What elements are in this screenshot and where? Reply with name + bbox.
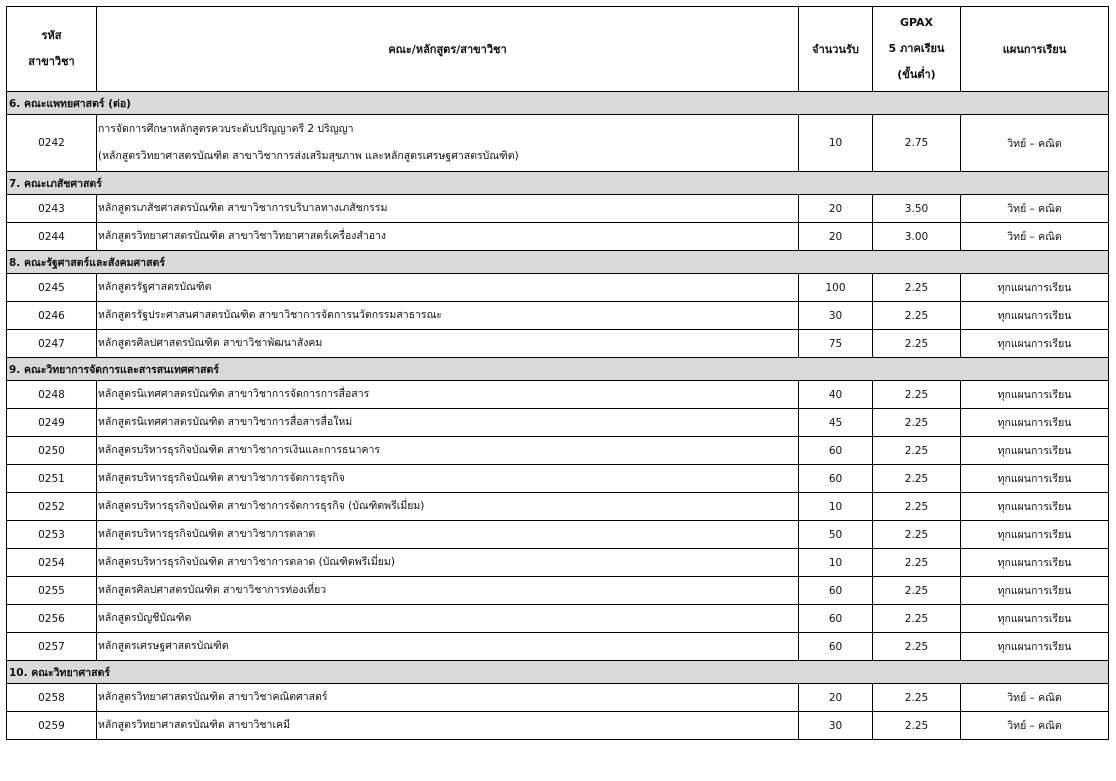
seats-count: 100 (799, 274, 873, 302)
study-plan: ทุกแผนการเรียน (961, 409, 1109, 437)
table-row (7, 302, 1109, 330)
program-name (97, 577, 799, 605)
study-plan: ทุกแผนการเรียน (961, 302, 1109, 330)
program-name (97, 465, 799, 493)
table-row (7, 493, 1109, 521)
min-gpax: 2.25 (873, 521, 961, 549)
header-plan: แผนการเรียน (961, 7, 1109, 92)
min-gpax: 2.25 (873, 437, 961, 465)
table-row (7, 712, 1109, 740)
program-name (97, 223, 799, 251)
study-plan: ทุกแผนการเรียน (961, 381, 1109, 409)
program-name-line: หลักสูตรรัฐศาสตรบัณฑิต (98, 281, 212, 293)
program-code: 0243 (7, 195, 97, 223)
program-name-line: หลักสูตรรัฐประศาสนศาสตรบัณฑิต สาขาวิชาการจัดการนวัตกรรมสาธารณะ (98, 309, 442, 321)
faculty-group-row (7, 661, 1109, 684)
faculty-title: 6. คณะแพทยศาสตร์ (ต่อ) (7, 92, 1109, 115)
program-name-line: หลักสูตรศิลปศาสตรบัณฑิต สาขาวิชาการท่องเที่ยว (98, 584, 327, 596)
seats-count: 60 (799, 605, 873, 633)
program-code: 0253 (7, 521, 97, 549)
admission-table (6, 6, 1109, 740)
faculty-title: 7. คณะเภสัชศาสตร์ (7, 172, 1109, 195)
faculty-group-row (7, 358, 1109, 381)
table-row (7, 521, 1109, 549)
program-name (97, 381, 799, 409)
table-row (7, 274, 1109, 302)
program-code: 0257 (7, 633, 97, 661)
program-name-line: หลักสูตรบริหารธุรกิจบัณฑิต สาขาวิชาการจัดการธุรกิจ (98, 472, 345, 484)
seats-count: 60 (799, 465, 873, 493)
header-seats: จำนวนรับ (799, 7, 873, 92)
min-gpax: 2.25 (873, 493, 961, 521)
seats-count: 20 (799, 223, 873, 251)
program-name (97, 633, 799, 661)
program-name-line: การจัดการศึกษาหลักสูตรควบระดับปริญญาตรี 2 ปริญญา (98, 123, 354, 135)
faculty-title: 9. คณะวิทยาการจัดการและสารสนเทศศาสตร์ (7, 358, 1109, 381)
admission-table-container (6, 6, 1108, 740)
study-plan: ทุกแผนการเรียน (961, 605, 1109, 633)
header-code-line-1: รหัส (41, 29, 62, 42)
table-header-row (7, 7, 1109, 92)
seats-count: 20 (799, 195, 873, 223)
program-name-line: หลักสูตรบริหารธุรกิจบัณฑิต สาขาวิชาการเงินและการธนาคาร (98, 444, 381, 456)
table-row (7, 195, 1109, 223)
program-name-line: หลักสูตรศิลปศาสตรบัณฑิต สาขาวิชาพัฒนาสังคม (98, 337, 323, 349)
study-plan: วิทย์ – คณิต (961, 195, 1109, 223)
table-row (7, 330, 1109, 358)
seats-count: 10 (799, 115, 873, 172)
program-code: 0248 (7, 381, 97, 409)
program-name (97, 274, 799, 302)
program-name-line: หลักสูตรบริหารธุรกิจบัณฑิต สาขาวิชาการตลาด (บัณฑิตพรีเมี่ยม) (98, 556, 395, 568)
program-name (97, 493, 799, 521)
min-gpax: 2.25 (873, 302, 961, 330)
seats-count: 45 (799, 409, 873, 437)
program-code: 0251 (7, 465, 97, 493)
study-plan: วิทย์ – คณิต (961, 223, 1109, 251)
min-gpax: 2.25 (873, 633, 961, 661)
header-name: คณะ/หลักสูตร/สาขาวิชา (97, 7, 799, 92)
min-gpax: 2.25 (873, 330, 961, 358)
seats-count: 30 (799, 712, 873, 740)
program-name (97, 195, 799, 223)
table-row (7, 115, 1109, 172)
program-name-line: หลักสูตรบริหารธุรกิจบัณฑิต สาขาวิชาการตลาด (98, 528, 316, 540)
min-gpax: 2.25 (873, 577, 961, 605)
program-name-line: หลักสูตรเภสัชศาสตรบัณฑิต สาขาวิชาการบริบาลทางเภสัชกรรม (98, 202, 388, 214)
program-name-line: หลักสูตรบริหารธุรกิจบัณฑิต สาขาวิชาการจัดการธุรกิจ (บัณฑิตพรีเมี่ยม) (98, 500, 425, 512)
min-gpax: 2.25 (873, 409, 961, 437)
study-plan: ทุกแผนการเรียน (961, 465, 1109, 493)
seats-count: 60 (799, 577, 873, 605)
program-code: 0256 (7, 605, 97, 633)
table-row (7, 409, 1109, 437)
min-gpax: 2.25 (873, 712, 961, 740)
program-code: 0245 (7, 274, 97, 302)
program-name-line: หลักสูตรวิทยาศาสตรบัณฑิต สาขาวิชาวิทยาศาสตร์เครื่องสำอาง (98, 230, 387, 242)
program-name (97, 521, 799, 549)
program-name (97, 302, 799, 330)
min-gpax: 2.25 (873, 274, 961, 302)
table-row (7, 605, 1109, 633)
min-gpax: 2.25 (873, 605, 961, 633)
program-name (97, 115, 799, 172)
seats-count: 30 (799, 302, 873, 330)
header-gpax (873, 7, 961, 92)
program-name-line: หลักสูตรนิเทศศาสตรบัณฑิต สาขาวิชาการสื่อสารสื่อใหม่ (98, 416, 353, 428)
study-plan: ทุกแผนการเรียน (961, 577, 1109, 605)
min-gpax: 2.75 (873, 115, 961, 172)
program-code: 0250 (7, 437, 97, 465)
header-gpax-line-3: (ขั้นต่ำ) (897, 68, 936, 81)
program-code: 0249 (7, 409, 97, 437)
program-code: 0258 (7, 684, 97, 712)
program-name (97, 549, 799, 577)
faculty-title: 8. คณะรัฐศาสตร์และสังคมศาสตร์ (7, 251, 1109, 274)
seats-count: 10 (799, 549, 873, 577)
program-code: 0242 (7, 115, 97, 172)
table-row (7, 684, 1109, 712)
program-name (97, 437, 799, 465)
min-gpax: 3.50 (873, 195, 961, 223)
faculty-group-row (7, 172, 1109, 195)
seats-count: 20 (799, 684, 873, 712)
study-plan: ทุกแผนการเรียน (961, 493, 1109, 521)
program-code: 0244 (7, 223, 97, 251)
min-gpax: 2.25 (873, 381, 961, 409)
faculty-title: 10. คณะวิทยาศาสตร์ (7, 661, 1109, 684)
program-code: 0259 (7, 712, 97, 740)
min-gpax: 3.00 (873, 223, 961, 251)
header-code (7, 7, 97, 92)
min-gpax: 2.25 (873, 684, 961, 712)
program-name-line: หลักสูตรนิเทศศาสตรบัณฑิต สาขาวิชาการจัดการการสื่อสาร (98, 388, 370, 400)
table-row (7, 465, 1109, 493)
table-row (7, 381, 1109, 409)
table-row (7, 223, 1109, 251)
header-gpax-line-2: 5 ภาคเรียน (888, 42, 945, 55)
program-name-line: หลักสูตรวิทยาศาสตรบัณฑิต สาขาวิชาเคมี (98, 719, 290, 731)
program-code: 0254 (7, 549, 97, 577)
program-name-line: หลักสูตรบัญชีบัณฑิต (98, 612, 192, 624)
study-plan: วิทย์ – คณิต (961, 684, 1109, 712)
seats-count: 50 (799, 521, 873, 549)
seats-count: 60 (799, 437, 873, 465)
program-name-line: หลักสูตรวิทยาศาสตรบัณฑิต สาขาวิชาคณิตศาสตร์ (98, 691, 328, 703)
program-name (97, 605, 799, 633)
program-name (97, 330, 799, 358)
program-name (97, 684, 799, 712)
study-plan: ทุกแผนการเรียน (961, 330, 1109, 358)
table-row (7, 633, 1109, 661)
program-code: 0252 (7, 493, 97, 521)
seats-count: 10 (799, 493, 873, 521)
program-code: 0255 (7, 577, 97, 605)
program-code: 0247 (7, 330, 97, 358)
study-plan: ทุกแผนการเรียน (961, 633, 1109, 661)
seats-count: 75 (799, 330, 873, 358)
min-gpax: 2.25 (873, 549, 961, 577)
study-plan: ทุกแผนการเรียน (961, 549, 1109, 577)
study-plan: ทุกแผนการเรียน (961, 437, 1109, 465)
study-plan: ทุกแผนการเรียน (961, 521, 1109, 549)
study-plan: วิทย์ – คณิต (961, 712, 1109, 740)
table-row (7, 437, 1109, 465)
header-gpax-line-1: GPAX (899, 16, 934, 29)
faculty-group-row (7, 251, 1109, 274)
study-plan: ทุกแผนการเรียน (961, 274, 1109, 302)
seats-count: 40 (799, 381, 873, 409)
table-row (7, 577, 1109, 605)
faculty-group-row (7, 92, 1109, 115)
program-code: 0246 (7, 302, 97, 330)
program-name (97, 712, 799, 740)
header-code-line-2: สาขาวิชา (28, 55, 75, 68)
table-body (7, 92, 1109, 740)
min-gpax: 2.25 (873, 465, 961, 493)
seats-count: 60 (799, 633, 873, 661)
program-name-line: หลักสูตรเศรษฐศาสตรบัณฑิต (98, 640, 229, 652)
program-name-line: (หลักสูตรวิทยาศาสตรบัณฑิต สาขาวิชาการส่งเสริมสุขภาพ และหลักสูตรเศรษฐศาสตรบัณฑิต) (98, 150, 519, 162)
study-plan: วิทย์ – คณิต (961, 115, 1109, 172)
program-name (97, 409, 799, 437)
table-row (7, 549, 1109, 577)
